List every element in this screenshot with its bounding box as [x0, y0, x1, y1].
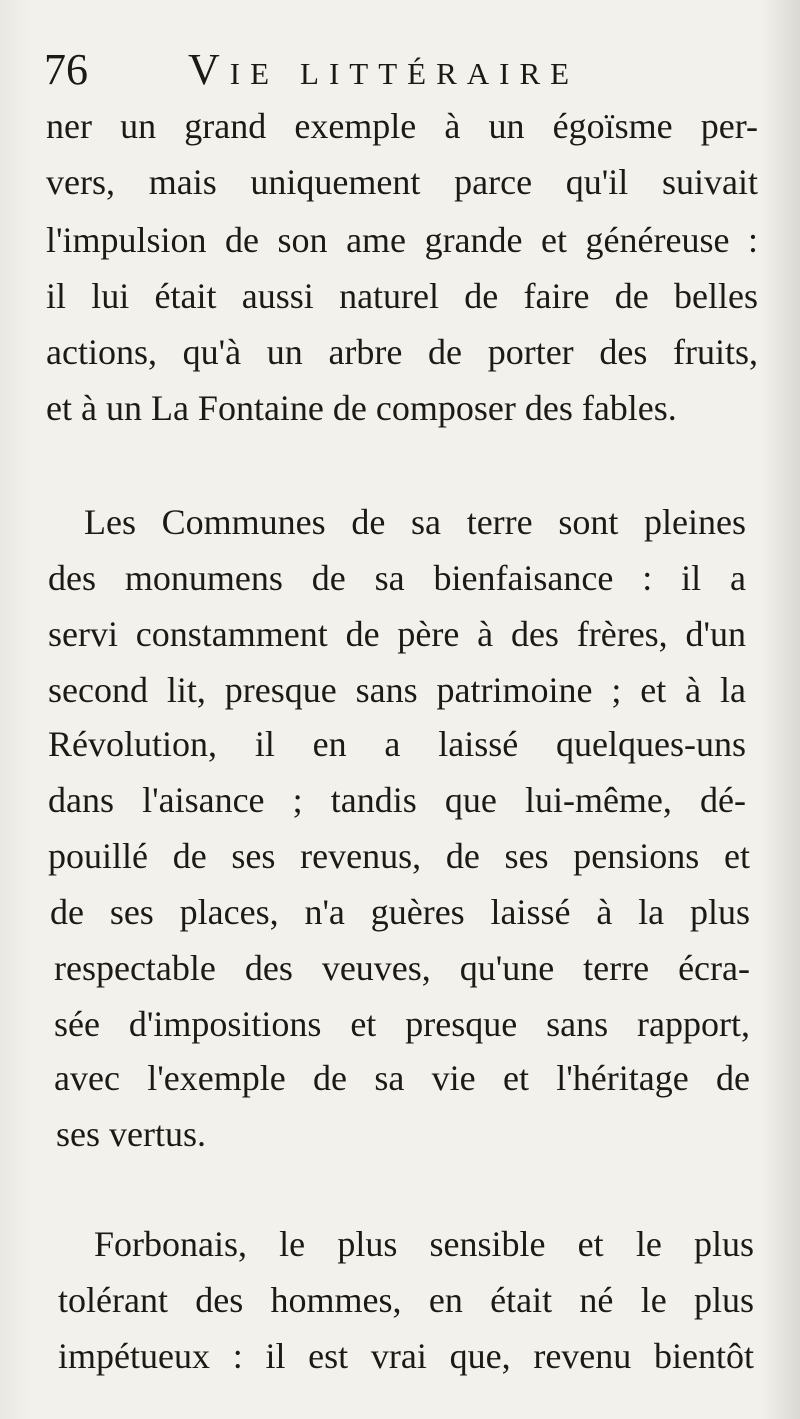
line-text: Forbonais, le plus sensible et le plus [94, 1224, 754, 1264]
text-line [0, 606, 800, 662]
line-text: dans l'aisance ; tandis que lui-même, dé- [48, 780, 746, 820]
text-line [0, 380, 800, 436]
text-line [0, 550, 800, 606]
line-text: de ses places, n'a guères laissé à la plus [50, 892, 750, 932]
text-line [0, 940, 800, 996]
line-text: servi constamment de père à des frères, d'un [48, 614, 746, 654]
line-text: second lit, presque sans patrimoine ; et à la [48, 670, 746, 710]
page-header [44, 40, 764, 100]
text-line [0, 154, 800, 210]
line-text: et à un La Fontaine de composer des fables. [46, 388, 677, 428]
text-line [0, 1216, 800, 1272]
line-text: Révolution, il en a laissé quelques-uns [48, 724, 746, 764]
text-line [0, 1272, 800, 1328]
line-text: tolérant des hommes, en était né le plus [58, 1280, 754, 1320]
page-number: 76 [44, 45, 88, 94]
text-line [0, 1050, 800, 1106]
text-line [0, 212, 800, 268]
line-text: respectable des veuves, qu'une terre écra- [54, 948, 750, 988]
text-line [0, 494, 800, 550]
line-text: impétueux : il est vrai que, revenu bientôt [58, 1336, 754, 1376]
text-line [0, 268, 800, 324]
text-line [0, 324, 800, 380]
text-line [0, 884, 800, 940]
text-line [0, 772, 800, 828]
text-line [0, 662, 800, 718]
line-text: des monumens de sa bienfaisance : il a [48, 558, 746, 598]
text-line [0, 1328, 800, 1384]
text-line [0, 716, 800, 772]
line-text: pouillé de ses revenus, de ses pensions et [48, 836, 750, 876]
line-text: actions, qu'à un arbre de porter des fruits, [46, 332, 758, 372]
line-text: Les Communes de sa terre sont pleines [84, 502, 746, 542]
line-text: l'impulsion de son ame grande et généreuse : [46, 220, 758, 260]
line-text: sée d'impositions et presque sans rapport, [54, 1004, 750, 1044]
text-line [0, 996, 800, 1052]
text-line [0, 828, 800, 884]
line-text: ner un grand exemple à un égoïsme per- [46, 106, 758, 146]
text-line [0, 98, 800, 154]
line-text: avec l'exemple de sa vie et l'héritage de [54, 1058, 750, 1098]
line-text: vers, mais uniquement parce qu'il suivait [46, 162, 758, 202]
line-text: il lui était aussi naturel de faire de belles [46, 276, 758, 316]
running-title: Vie littéraire [188, 45, 580, 94]
text-line [0, 1106, 800, 1162]
line-text: ses vertus. [56, 1114, 206, 1154]
